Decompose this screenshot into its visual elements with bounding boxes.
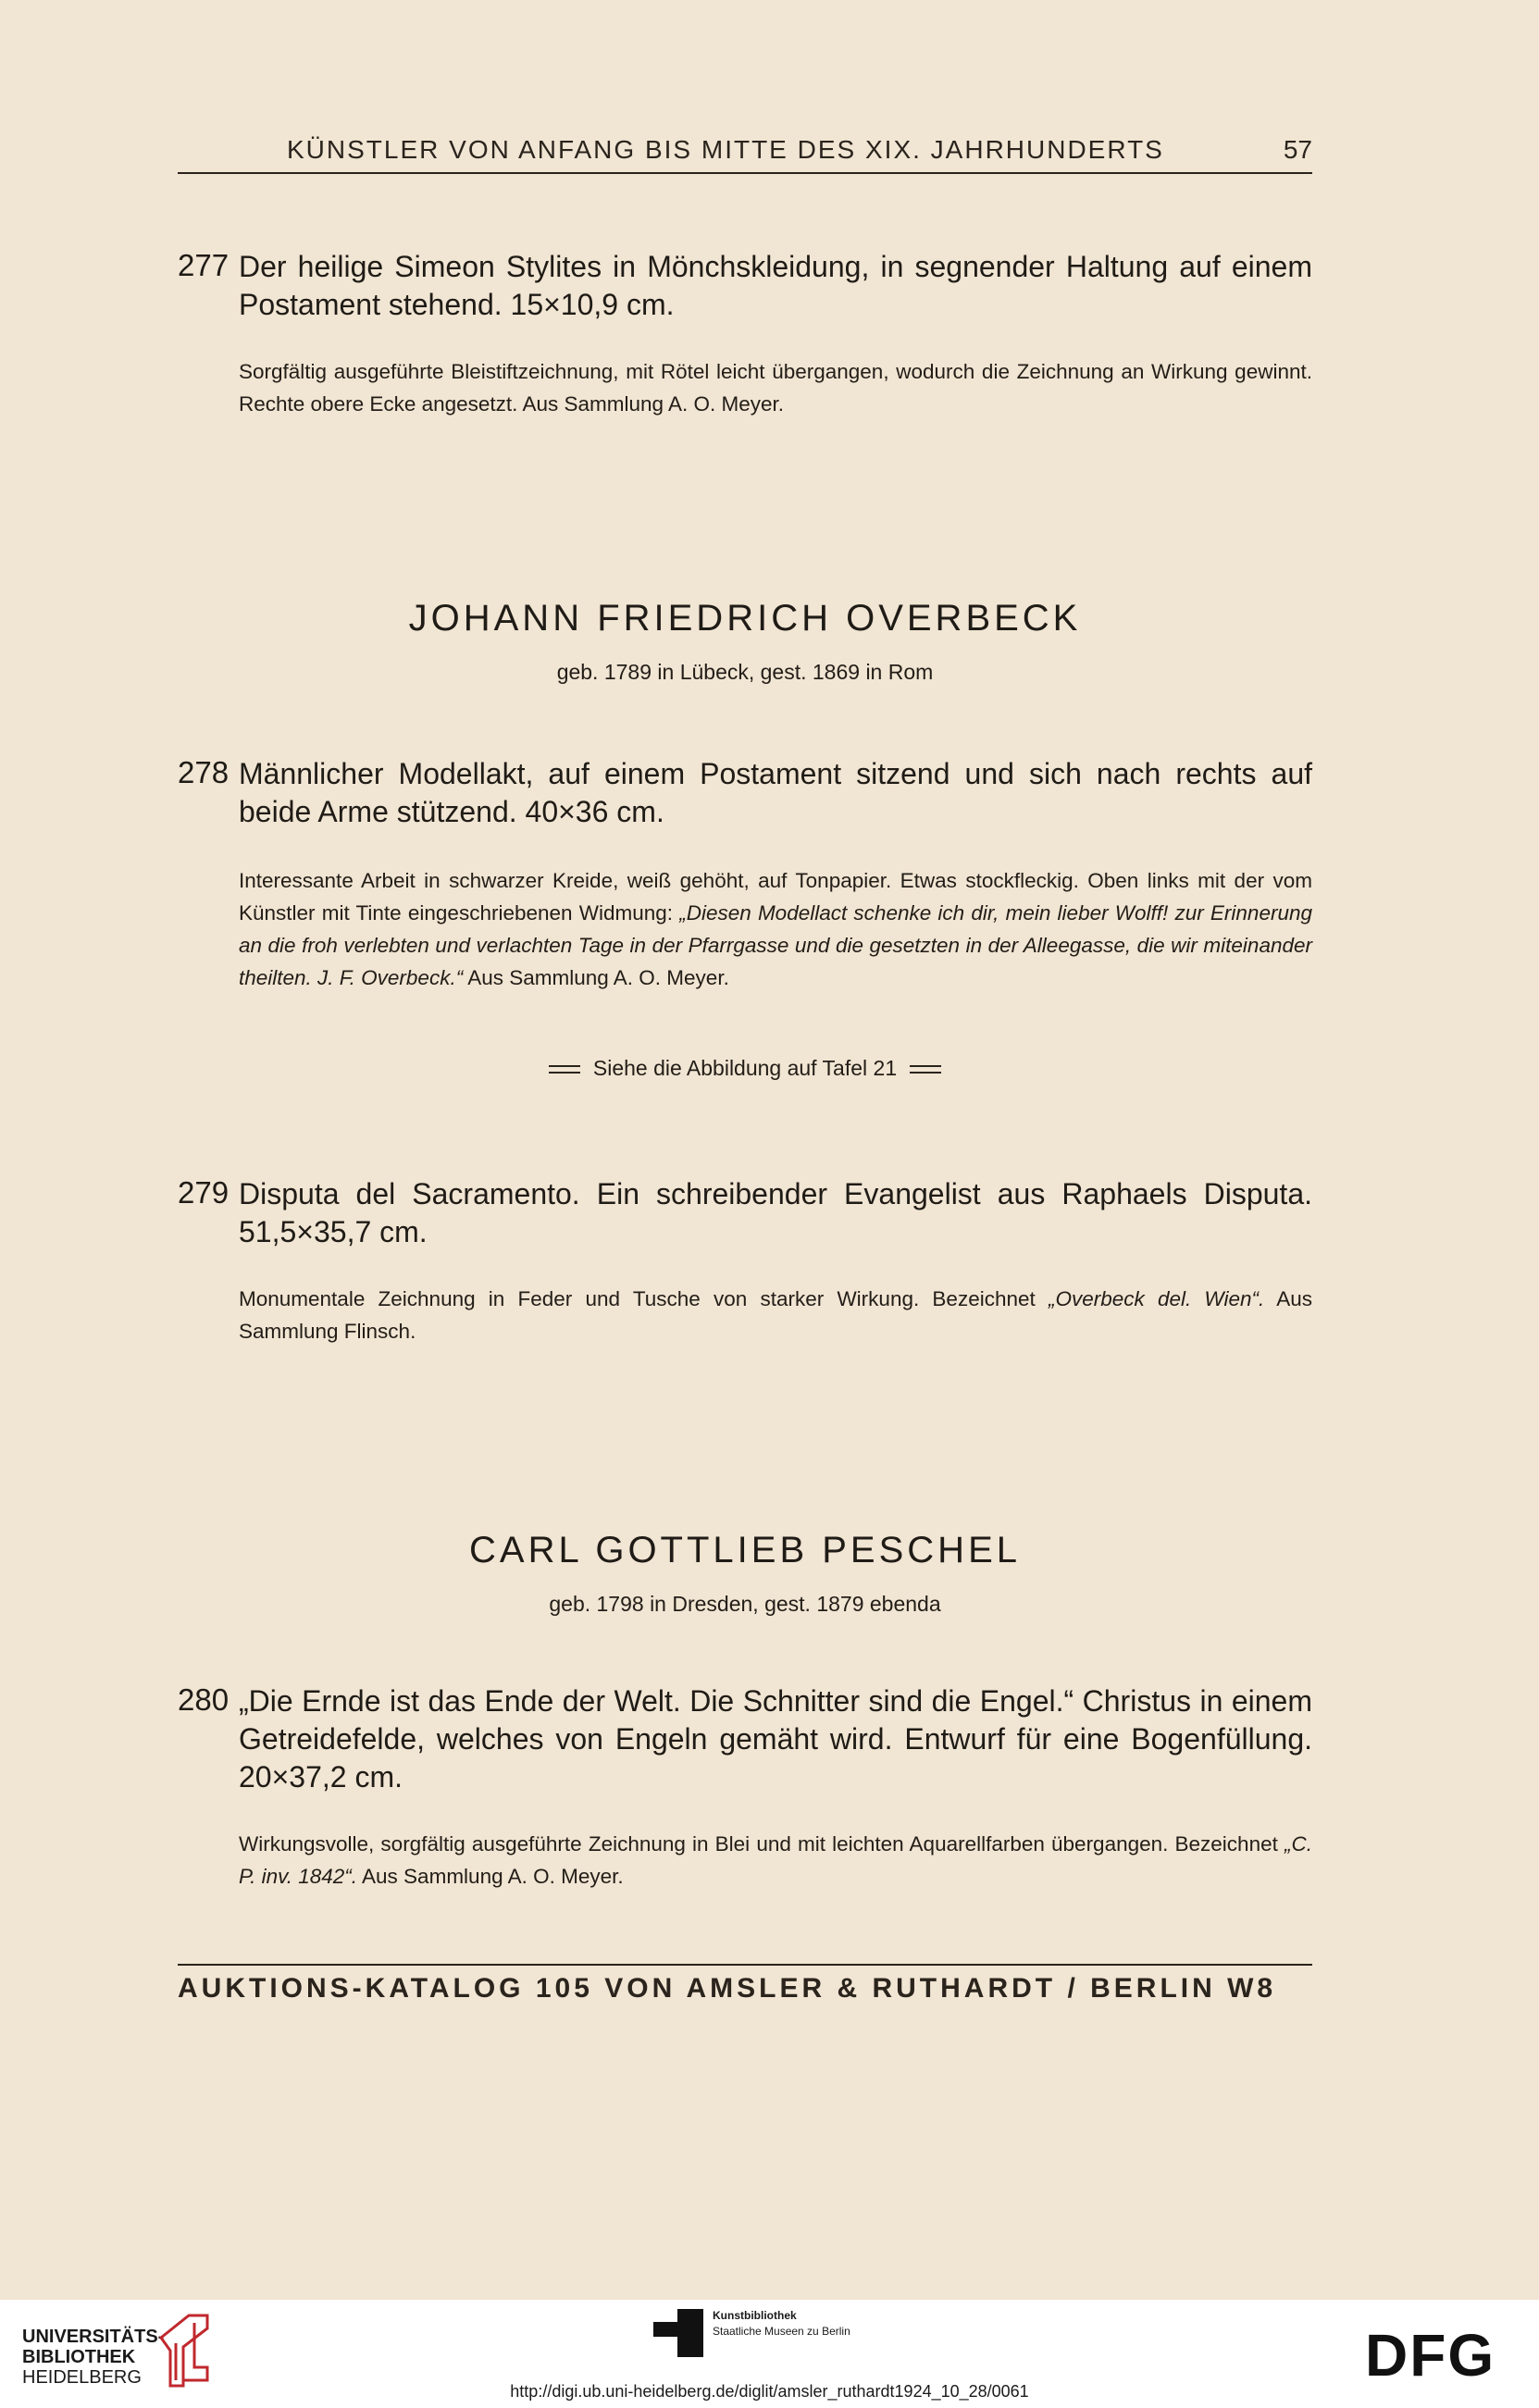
catalog-footer: AUKTIONS-KATALOG 105 VON AMSLER & RUTHARDT / BERLIN W8 [178, 1973, 1277, 2004]
entry-number: 279 [178, 1175, 230, 1210]
artist-name: JOHANN FRIEDRICH OVERBECK [408, 598, 1082, 639]
artist-name: CARL GOTTLIEB PESCHEL [469, 1530, 1021, 1570]
signature-quote: „C. P. inv. 1842“. [239, 1832, 1312, 1888]
uni-line-1: UNIVERSITÄTS- [22, 2327, 165, 2347]
kb-line-2: Staatliche Museen zu Berlin [713, 2325, 850, 2338]
university-library-label [22, 2327, 164, 2388]
entry-number: 278 [178, 755, 230, 789]
description-text: Interessante Arbeit in schwarzer Kreide, weiß gehöht, auf Tonpapier. Etwas stockfleckig. Oben links mit der vom Künstler mit Tinte eingeschriebenen Widmung: [239, 869, 1312, 925]
entry-title: Der heilige Simeon Stylites in Mönchskleidung, in segnender Haltung auf einem Postament stehend. 15×10,9 cm. [239, 250, 1312, 321]
entry-description [239, 1283, 1312, 1347]
entry-description [239, 864, 1312, 994]
entry-description [239, 1828, 1312, 1893]
uni-line-3: HEIDELBERG [22, 2367, 142, 2388]
provenance-text: Aus Sammlung Flinsch. [239, 1287, 1312, 1343]
dfg-logo[interactable]: DFG [1365, 2322, 1496, 2389]
entry-title: Disputa del Sacramento. Ein schreibender Evangelist aus Raphaels Disputa. 51,5×35,7 cm. [239, 1177, 1312, 1248]
provenance-text: Aus Sammlung A. O. Meyer. [467, 966, 729, 989]
entry-title: „Die Ernde ist das Ende der Welt. Die Schnitter sind die Engel.“ Christus in einem Getreidefelde, welches von Engeln gemäht wird. Entwurf für eine Bogenfüllung. 20×37,2 cm. [239, 1684, 1312, 1794]
artist-life-dates: geb. 1798 in Dresden, gest. 1879 ebenda [549, 1592, 941, 1616]
kunstbibliothek-label [713, 2308, 850, 2340]
plate-reference-text: Siehe die Abbildung auf Tafel 21 [592, 1056, 898, 1080]
running-header [178, 135, 1312, 174]
plate-reference [178, 1056, 1312, 1081]
entry-number: 277 [178, 248, 230, 282]
header-title: KÜNSTLER VON ANFANG BIS MITTE DES XIX. JAHRHUNDERTS [287, 135, 1164, 164]
entry-description: Sorgfältig ausgeführte Bleistiftzeichnung, mit Rötel leicht übergangen, wodurch die Zeichnung an Wirkung gewinnt. Rechte obere Ecke angesetzt. Aus Sammlung A. O. Meyer. [239, 360, 1312, 416]
kb-line-1: Kunstbibliothek [713, 2309, 797, 2322]
catalog-entry-279 [178, 1175, 1312, 1259]
permalink-url[interactable]: http://digi.ub.uni-heidelberg.de/diglit/amsler_ruthardt1924_10_28/0061 [510, 2382, 1029, 2401]
page-number: 57 [1283, 135, 1312, 164]
entry-title: Männlicher Modellakt, auf einem Postament sitzend und sich nach rechts auf beide Arme stützend. 40×36 cm. [239, 757, 1312, 828]
dedication-quote: „Diesen Modellact schenke ich dir, mein lieber Wolff! zur Erinnerung an die froh verlebten und verlachten Tage in der Pfarrgasse und die gesetzten in der Alleegasse, die wir miteinander theilten. J. F. Overbeck.“ [239, 901, 1312, 989]
catalog-entry-278 [178, 755, 1312, 838]
catalog-entry-280 [178, 1682, 1312, 1803]
signature-quote: „Overbeck del. Wien“. [1048, 1287, 1265, 1310]
double-rule-left [549, 1065, 580, 1074]
description-text: Wirkungsvolle, sorgfältig ausgeführte Zeichnung in Blei und mit leichten Aquarellfarben übergangen. Bezeichnet [239, 1832, 1278, 1856]
uni-line-2: BIBLIOTHEK [22, 2347, 136, 2367]
kunstbibliothek-logo-icon[interactable] [653, 2309, 705, 2357]
double-rule-right [910, 1065, 941, 1074]
entry-number: 280 [178, 1682, 230, 1717]
catalog-entry-277 [178, 248, 1312, 331]
heidelberg-logo-icon[interactable] [157, 2310, 213, 2389]
description-text: Monumentale Zeichnung in Feder und Tusche von starker Wirkung. Bezeichnet [239, 1287, 1036, 1310]
artist-life-dates: geb. 1789 in Lübeck, gest. 1869 in Rom [556, 660, 934, 684]
provenance-text: Aus Sammlung A. O. Meyer. [362, 1865, 624, 1888]
footer-rule [178, 1964, 1312, 1966]
